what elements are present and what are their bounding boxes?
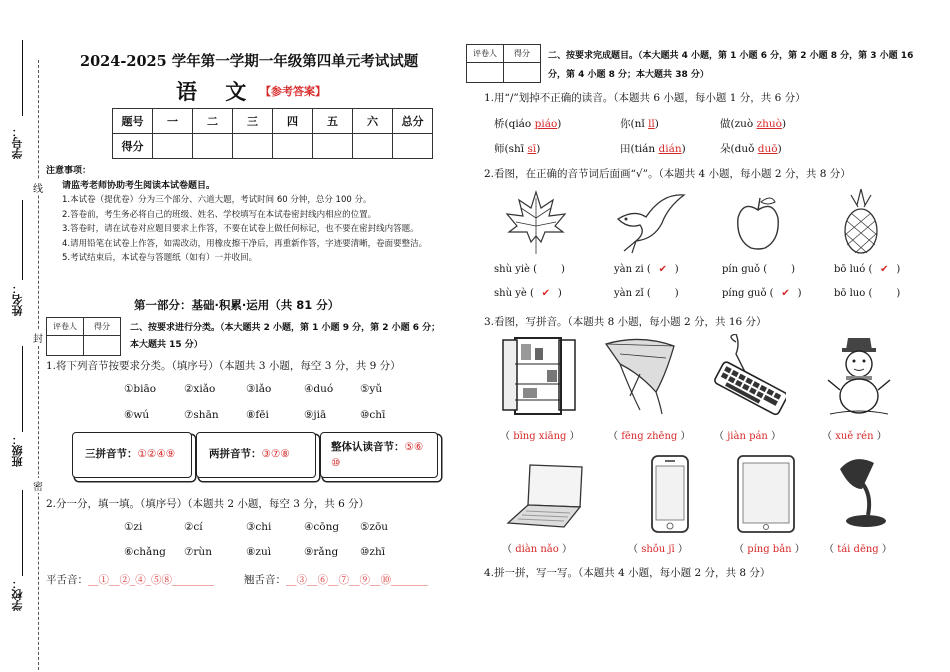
score-header-cell: 二: [193, 109, 233, 134]
q2-stem: 2.分一分，填一填。（填序号）（本题共 2 小题，每空 3 分，共 6 分）: [46, 498, 370, 510]
note-4: 4.请用铅笔在试卷上作答，如需改动，用橡皮擦干净后，再重新作答，字迹要清晰，卷面要整洁。: [62, 238, 428, 249]
reviewer-label: 评卷人: [47, 318, 84, 336]
syllable-option: ④duó: [304, 383, 334, 395]
score-header-cell: 总分: [393, 109, 433, 134]
phone-icon: [646, 454, 694, 534]
syllable-text: pín guǒ (: [722, 264, 768, 275]
reading-item: [620, 141, 686, 156]
reading-item: [720, 141, 782, 156]
pinyin-text: xuě rén: [835, 431, 874, 442]
syllable-option: ⑤zōu: [360, 521, 389, 533]
pinyin-answer: （ shǒu jī ）: [628, 544, 688, 555]
pinyin-text: fēng zhēng: [621, 431, 678, 442]
seal-mark-seal: 封: [33, 330, 43, 345]
reading-prefix: 师(shī: [494, 143, 528, 155]
pinyin-text: píng bǎn: [747, 544, 792, 555]
crossed-reading: lǐ: [648, 118, 655, 130]
section2-left-heading2: 本大题共 15 分）: [130, 340, 203, 350]
kite-icon: [600, 334, 680, 418]
note-1: 1.本试卷（提优卷）分为三个部分、六道大题，考试时间 60 分钟，总分 100 分。: [62, 195, 372, 205]
apple-icon: [732, 188, 784, 256]
syllable-choice: [722, 288, 801, 299]
reading-prefix: 做(zuò: [720, 118, 757, 130]
pinyin-text: tái dēng: [837, 544, 879, 555]
whole-label: 整体认读音节：: [331, 441, 405, 453]
box-whole: [320, 432, 438, 478]
reviewer-label-right: 评卷人: [467, 45, 504, 63]
syllable-text: shù yiè (: [494, 264, 538, 275]
school-label: 学校：: [11, 578, 24, 611]
pinyin-answer: （ bīng xiāng ）: [500, 431, 580, 442]
syllable-option: ⑦rùn: [184, 546, 212, 558]
section2-right-heading2: 分，第 4 小题 8 分；本大题共 38 分）: [548, 70, 709, 80]
three-part-answer: ①②④⑨: [137, 448, 176, 460]
reading-prefix: 朵(duǒ: [720, 143, 758, 155]
score-header-cell: 一: [153, 109, 193, 134]
score-row-label: 得分: [113, 134, 153, 159]
pinyin-text: jiàn pán: [727, 431, 768, 442]
check-mark: ✔: [541, 288, 551, 299]
desk-lamp-icon: [832, 452, 892, 534]
reading-item: [720, 116, 786, 131]
score-label: 得分: [84, 318, 121, 336]
syllable-option: ⑨rǎng: [304, 546, 339, 558]
class-label: 班级：: [11, 434, 24, 467]
pinyin-answer: （ tái dēng ）: [824, 544, 892, 555]
syllable-option: ⑥wú: [124, 409, 150, 421]
paren-close: ): [674, 288, 679, 299]
name-label: 姓名：: [11, 283, 24, 316]
pinyin-answer: （ píng bǎn ）: [734, 544, 805, 555]
syllable-text: píng guǒ (: [722, 288, 774, 299]
refrigerator-icon: [500, 334, 580, 418]
subject-title: 语 文: [176, 79, 247, 104]
score-header-cell: 三: [233, 109, 273, 134]
score-header-cell: 五: [313, 109, 353, 134]
note-3: 3.答卷时，请在试卷对应题目要求上作答，不要在试卷上做任何标记，也不要在密封线内答题。: [62, 224, 419, 234]
note-2: 2.答卷前，考生务必将自己的班级、姓名、学校填写在本试卷密封线内相应的位置。: [62, 209, 377, 220]
syllable-choice: [494, 288, 562, 299]
syllable-choice: [834, 288, 900, 299]
notes-heading: 注意事项：: [46, 166, 92, 176]
pineapple-icon: [838, 186, 884, 256]
reviewer-table-right: [466, 44, 541, 83]
syllable-option: ②xiǎo: [184, 383, 216, 395]
student-id-line: [22, 40, 23, 116]
note-5: 5.考试结束后，本试卷与答题纸（如有）一并收回。: [62, 253, 258, 263]
pinyin-text: diàn nǎo: [515, 544, 559, 555]
flat-label: 平舌音：: [46, 574, 88, 586]
two-part-label: 两拼音节：: [209, 448, 262, 460]
syllable-option: ②cí: [184, 521, 203, 533]
paren-close: ): [797, 288, 802, 299]
pinyin-answer: （ fēng zhēng ）: [608, 431, 691, 442]
pinyin-text: bīng xiāng: [513, 431, 567, 442]
student-id-label: 学号：: [11, 126, 24, 159]
score-label-right: 得分: [504, 45, 541, 63]
score-table: [112, 108, 433, 159]
syllable-option: ③chi: [246, 521, 272, 533]
paren-close: ): [557, 288, 562, 299]
whole-answer-2: ⑩: [331, 457, 341, 469]
check-mark: ✔: [880, 264, 889, 275]
reviewer-table-left: [46, 317, 121, 356]
paren-close: ): [896, 264, 901, 275]
class-line: [22, 346, 23, 432]
section2-left-heading: 二、按要求进行分类。（本大题共 2 小题，第 1 小题 9 分，第 2 小题 6 分；: [130, 323, 441, 333]
box-two-part: [196, 432, 316, 478]
syllable-option: ①biāo: [124, 383, 157, 395]
syllable-option: ⑩zhī: [360, 546, 386, 558]
syllable-option: ⑧zuì: [246, 546, 272, 558]
reading-prefix: 田(tián: [620, 143, 659, 155]
crossed-reading: dián: [658, 143, 682, 155]
school-line: [22, 490, 23, 576]
name-line: [22, 200, 23, 280]
retro-tongue-line: [244, 572, 428, 587]
rq4-stem: 4.拼一拼，写一写。（本题共 4 小题，每小题 2 分，共 8 分）: [484, 567, 771, 579]
score-header-cell: 四: [273, 109, 313, 134]
reading-item: [494, 116, 561, 131]
maple-leaf-icon: [500, 188, 572, 256]
flat-tongue-line: [46, 572, 214, 587]
reading-prefix: 你(nǐ: [620, 118, 649, 130]
snowman-icon: [824, 334, 894, 418]
tablet-icon: [734, 454, 798, 534]
swallow-icon: [612, 188, 688, 256]
score-header-cell: 六: [353, 109, 393, 134]
syllable-option: ⑩chī: [360, 409, 386, 421]
box-three-part: [72, 432, 192, 478]
pinyin-text: shǒu jī: [641, 544, 675, 555]
paren-close: ): [561, 264, 565, 275]
reading-prefix: 桥(qiáo: [494, 118, 535, 130]
reading-suffix: ): [781, 118, 787, 130]
syllable-option: ①zi: [124, 521, 143, 533]
exam-title: 2024-2025 学年第一学期一年级第四单元考试试题: [80, 53, 419, 70]
paren-close: ): [674, 264, 679, 275]
pinyin-answer: （ jiàn pán ）: [714, 431, 782, 442]
notes-intro: 请监考老师协助考生阅读本试卷题目。: [62, 180, 216, 191]
syllable-text: yàn zi (: [614, 264, 651, 275]
pinyin-answer: （ diàn nǎo ）: [502, 544, 572, 555]
syllable-option: ⑧fēi: [246, 409, 269, 421]
laptop-icon: [504, 458, 588, 534]
crossed-reading: sī: [527, 143, 537, 155]
seal-mark-secret: 密: [33, 478, 43, 493]
whole-answer: ⑤⑥: [404, 441, 424, 453]
pinyin-answer: （ xuě rén ）: [822, 431, 887, 442]
reading-suffix: ): [654, 118, 659, 130]
flat-answer: __①__②_④_⑤⑧________: [88, 574, 214, 586]
q1-stem: 1.将下列音节按要求分类。（填序号）（本题共 3 小题，每空 3 分，共 9 分）: [46, 360, 401, 372]
syllable-text: bō luo (: [834, 288, 873, 299]
three-part-label: 三拼音节：: [85, 448, 138, 460]
syllable-option: ⑦shān: [184, 409, 219, 421]
syllable-text: yàn zǐ (: [614, 288, 651, 299]
rq3-stem: 3.看图，写拼音。（本题共 8 小题，每小题 2 分，共 16 分）: [484, 316, 767, 328]
score-header-cell: 题号: [113, 109, 153, 134]
part1-title: 第一部分：基础·积累·运用（共 81 分）: [134, 298, 340, 312]
reading-suffix: ): [557, 118, 562, 130]
check-mark: ✔: [658, 264, 667, 275]
syllable-option: ⑨jiā: [304, 409, 327, 421]
two-part-answer: ③⑦⑧: [261, 448, 290, 460]
syllable-text: bō luó (: [834, 264, 873, 275]
crossed-reading: piáo: [534, 118, 558, 130]
check-mark: ✔: [781, 288, 790, 299]
retro-answer: __③__⑥__⑦__⑨__⑩_______: [286, 574, 428, 586]
reading-item: [494, 141, 540, 156]
reading-suffix: ): [681, 143, 686, 155]
crossed-reading: zhuò: [756, 118, 782, 130]
syllable-choice: [614, 288, 679, 299]
rq2-stem: 2.看图，在正确的音节词后面画“√”。（本题共 4 小题，每小题 2 分，共 8 分）: [484, 168, 851, 180]
syllable-option: ③lǎo: [246, 383, 272, 395]
answer-tag: 【参考答案】: [260, 85, 326, 98]
syllable-text: shù yè (: [494, 288, 534, 299]
seal-line: [38, 60, 39, 670]
notes: [46, 164, 446, 266]
syllable-choice: [614, 264, 679, 275]
syllable-option: ⑤yǔ: [360, 383, 383, 395]
section2-right-heading: 二、按要求完成题目。（本大题共 4 小题，第 1 小题 6 分，第 2 小题 8 分，第 3 小题 16: [548, 51, 914, 61]
syllable-choice: [494, 264, 565, 275]
crossed-reading: duō: [757, 143, 778, 155]
paren-close: ): [791, 264, 796, 275]
paren-close: ): [896, 288, 901, 299]
syllable-choice: [834, 264, 900, 275]
rq1-stem: 1.用“/”划掉不正确的读音。（本题共 6 小题，每小题 1 分，共 6 分）: [484, 92, 806, 104]
syllable-choice: [722, 264, 795, 275]
syllable-option: ④cōng: [304, 521, 340, 533]
keyboard-icon: [706, 334, 786, 418]
seal-mark-line: 线: [33, 180, 43, 195]
syllable-option: ⑥chǎng: [124, 546, 166, 558]
reading-suffix: ): [536, 143, 541, 155]
retro-label: 翘舌音：: [244, 574, 286, 586]
reading-item: [620, 116, 659, 131]
reading-suffix: ): [777, 143, 782, 155]
